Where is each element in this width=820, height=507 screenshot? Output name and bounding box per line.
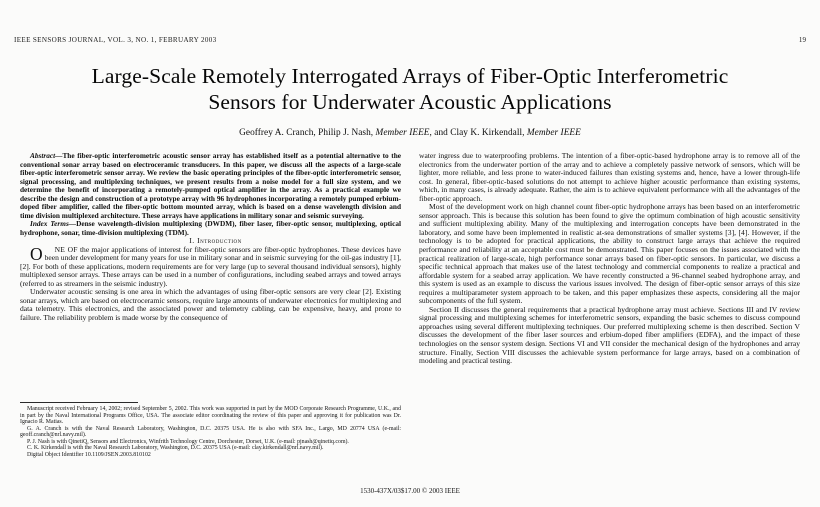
footnote-doi: Digital Object Identifier 10.1109/JSEN.2003.810102: [27, 451, 151, 458]
paper-title: Large-Scale Remotely Interrogated Arrays of Fiber-Optic Interferometric Sensors for Underwater Acoustic Applications: [91, 64, 729, 114]
member-grade-1: Member IEEE: [375, 128, 430, 138]
drop-cap: O: [30, 243, 43, 264]
index-terms: [20, 220, 401, 237]
index-terms-label: Index Terms—: [30, 219, 77, 228]
author-joiner: , and Clay K. Kirkendall,: [429, 128, 527, 138]
abstract-label: Abstract—: [30, 151, 63, 160]
footnote-affiliation-3: C. K. Kirkendall is with the Naval Research Laboratory, Washington, D.C. 20375 USA (e-mail: clay.kirkendall@nrl.navy.mil).: [27, 445, 324, 452]
column-left: [20, 152, 401, 322]
column-right: [419, 152, 800, 366]
running-head-journal: IEEE SENSORS JOURNAL, VOL. 3, NO. 1, FEBRUARY 2003: [14, 36, 217, 44]
intro-paragraph-1-text: the major applications of interest for fiber-optic sensors are fiber-optic hydrophones. These devices have been under development for many years for use in military sonar and in seismic surveying for the oil-gas industry [1], [2]. For both of these applications, modern requirements are for very large (up to several thousand individual sensors), highly multiplexed sensor arrays. These arrays can be used in a number of configurations, including seabed arrays and towed arrays (referred to as streamers in the seismic industry).: [20, 244, 401, 288]
footnote-affiliation-1: G. A. Cranch is with the Naval Research Laboratory, Washington, D.C. 20375 USA. He is also with SFA Inc., Largo, MD 20774 USA (e-mail: geoff.cranch@nrl.navy.mil).: [20, 425, 401, 439]
footnote-affiliation-2: P. J. Nash is with QinetiQ, Sensors and Electronics, Winfrith Technology Centre, Dorchester, Dorset, U.K. (e-mail: pjnash@qinetiq.com).: [27, 438, 349, 445]
footnote-manuscript: Manuscript received February 14, 2002; revised September 5, 2002. This work was supported in part by the MOD Corporate Research Programme, U.K., and in part by the Naval International Programs Office, USA. The associate editor coordinating the review of this paper and approving it for publication was Dr. Ignacio R. Matias.: [20, 406, 401, 426]
section-heading-introduction: I. Introduction: [189, 236, 242, 245]
member-grade-2: Member IEEE: [526, 128, 581, 138]
footnote-rule: [20, 402, 138, 403]
author-list: [40, 128, 780, 138]
intro-paragraph-1: [20, 243, 401, 289]
copyright-line: 1530-437X/03$17.00 © 2003 IEEE: [360, 487, 460, 495]
right-paragraph-2: Most of the development work on high channel count fiber-optic hydrophone arrays has been based on an interferometric sensor approach. This is because this solution has been found to give the optimum combination of high acoustic sensitivity and sufficient multiplexing ability. Many of the multiplexing and interrogation concepts have been demonstrated in the laboratory, and some have been implemented in realistic at-sea demonstrations of smaller systems [3], [4]. However, if the technology is to be adopted for practical applications, the ability to construct large arrays that achieve the required performance and reliability at an acceptable cost must be demonstrated. This paper focuses on the issues associated with the practical realization of large-scale, high performance sonar arrays based on fiber-optic sensors. In particular, we discuss a specific technical approach that makes use of the latest technology and commercial components to realize a practical and affordable system for a seabed array application. We have recently constructed a 96-channel seabed hydrophone array, and this system is used as an example to discuss the various issues involved. The design of fiber-optic sensor arrays of this size requires a multiparameter system approach to be taken, and this paper emphasizes these aspects, considering all the major subcomponents of the full system.: [419, 202, 800, 306]
footnote-block: [20, 406, 401, 458]
intro-paragraph-2: Underwater acoustic sensing is one area in which the advantages of using fiber-optic sensors are very clear [2]. Existing sonar arrays, which are based on electroceramic sensors, require large amounts of underwater electronics for multiplexing and data telemetry. This electronics, and the associated power and telemetry cabling, can be expensive, heavy, and prone to failure. The reliability problem is made worse by the consequence of: [20, 287, 401, 322]
author-names-1: Geoffrey A. Cranch, Philip J. Nash,: [239, 128, 376, 138]
right-paragraph-3: Section II discusses the general requirements that a practical hydrophone array must achieve. Sections III and IV review signal processing and multiplexing schemes for interferometric sensors, expanding the basic schemes to discuss compound approaches using several different multiplexing techniques. Our preferred multiplexing scheme is then described. Section V discusses the development of the fiber laser sources and erbium-doped fiber amplifiers (EDFA), and the impact of these technologies on the sensor system design. Sections VI and VII consider the mechanical design of the hydrophones and array structure. Finally, Section VIII discusses the achievable system performance for large arrays, based on a combination of modeling and practical testing.: [419, 304, 800, 366]
intro-smallcaps-run: NE OF: [54, 244, 78, 254]
page-number: 19: [798, 36, 806, 44]
right-paragraph-1: water ingress due to waterproofing problems. The intention of a fiber-optic-based hydrophone array is to remove all of the electronics from the underwater portion of the array and to achieve a completely passive network of sensors, which will be lighter, more reliable, and less prone to water-induced failures than existing systems and, hence, have a lower through-life cost. In general, fiber-optic-based solutions do not attempt to achieve higher acoustic performance than existing systems, which, in many cases, is already adequate. Rather, the aim is to achieve equivalent performance with all the advantages of the fiber-optic approach.: [419, 151, 800, 203]
index-terms-text: Dense wavelength-division multiplexing (DWDM), fiber laser, fiber-optic sensor, multiplexing, optical hydrophone, sonar, time-division multiplexing (TDM).: [20, 219, 401, 237]
running-head: [14, 36, 806, 48]
abstract: [20, 152, 401, 220]
abstract-text: The fiber-optic interferometric acoustic sensor array has established itself as a potential alternative to the conventional sonar array based on electroceramic transducers. In this paper, we discuss all the aspects of a large-scale fiber-optic interferometric sensor array. We review the basic operating principles of the fiber-optic interferometric sensor, signal processing, and multiplexing techniques, we present results from a noise model for a full size system, and we determine the benefit of incorporating a remotely-pumped optical amplifier in the array. As a practical example we describe the design and construction of a prototype array with 96 hydrophones incorporating a remotely pumped erbium-doped fiber amplifier, called the fiber-optic bottom mounted array, which is based on a dense wavelength division and time division multiplexed architecture. These arrays have applications in military sonar and seismic surveying.: [20, 151, 401, 220]
